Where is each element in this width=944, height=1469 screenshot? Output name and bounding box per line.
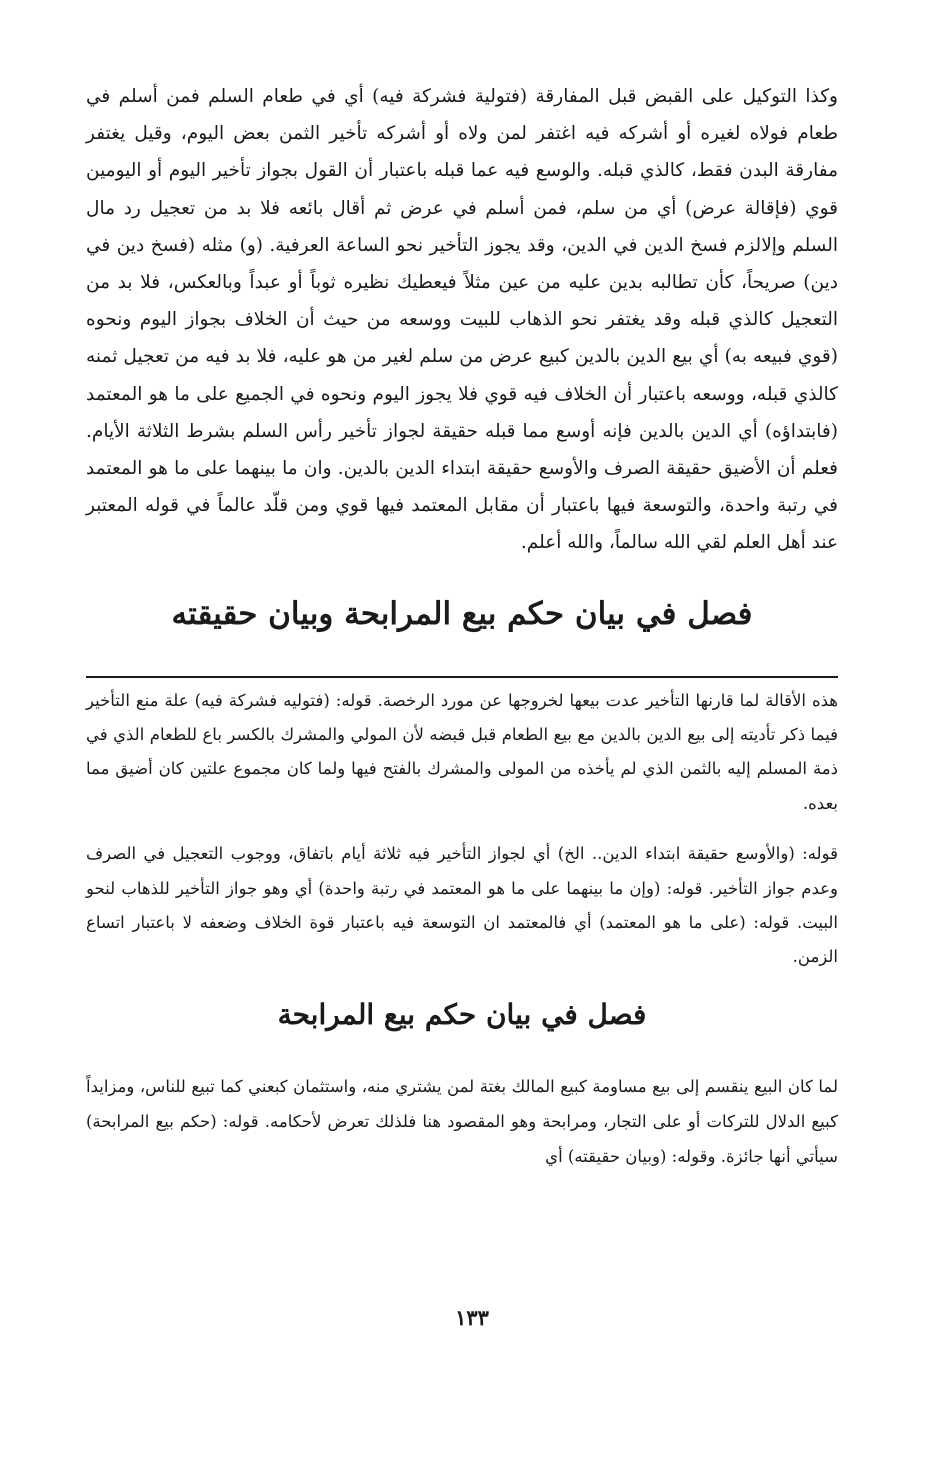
commentary-intro-paragraph: لما كان البيع ينقسم إلى بيع مساومة كبيع المالك بغتة لمن يشتري منه، واستثمان كبعني كما تبيع للناس، ومزايداً كبيع الدلال للتركات أو على التجار، ومرابحة وهو المقصود هنا فلذلك تعرض لأحكامه. قوله: (حكم بيع المرابحة) سيأتي أنها جائزة. وقوله: (وبيان حقيقته) أي <box>86 1076 838 1166</box>
main-text-paragraph: وكذا التوكيل على القبض قبل المفارقة (فتولية فشركة فيه) أي في طعام السلم فمن أسلم في طعام فولاه لغيره أو أشركه فيه اغتفر لمن ولاه أو أشركه تأخير الثمن بعض اليوم، وقيل يغتفر مفارقة البدن فقط، كالذي قبله. والوسع فيه عما قبله باعتبار أن القول بجواز تأخير اليوم أو اليومين قوي (فإقالة عرض) أي من سلم، فمن أسلم في عرض ثم أقال بائعه فلا بد من تعجيل رد مال السلم وإلالزم فسخ الدين في الدين، وقد يجوز التأخير نحو الساعة العرفية. (و) مثله (فسخ دين في دين) صريحاً، كأن تطالبه بدين عليه من عين مثلاً فيعطيك نظيره ثوباً أو عبداً وبالعكس، فلا بد من التعجيل كالذي قبله وقد يغتفر نحو الذهاب للبيت ووسعه من حيث أن الخلاف بجواز اليوم ونحوه (قوي فبيعه به) أي بيع الدين بالدين كبيع عرض من سلم لغير من هو عليه، فلا بد فيه من تعجيل ثمنه كالذي قبله، ووسعه باعتبار أن الخلاف فيه قوي فلا يجوز اليوم ونحوه في الجميع على ما هو المعتمد (فابتداؤه) أي الدين بالدين فإنه أوسع مما قبله حقيقة لجواز تأخير رأس السلم بشرط الثلاثة الأيام. فعلم أن الأضيق حقيقة الصرف والأوسع حقيقة ابتداء الدين بالدين. وان ما بينهما على ما هو المعتمد في رتبة واحدة، والتوسعة فيها باعتبار أن مقابل المعتمد فيها قوي ومن قلّد عالماً في قوله المعتبر عند أهل العلم لقي الله سالماً، والله أعلم. <box>86 86 838 554</box>
footnote-paragraph-1: هذه الأقالة لما قارنها التأخير عدت بيعها لخروجها عن مورد الرخصة. قوله: (فتوليه فشركة فيه) علة منع التأخير فيما ذكر تأديته إلى بيع الدين بالدين مع بيع الطعام قبل قبضه لأن المولي والمشرك بالكسر باع للطعام الذي في ذمة المسلم إليه بالثمن الذي لم يأخذه من المولى والمشرك بالفتح فيها ولما كان مجموع علتين كان أضيق مما بعده. <box>86 690 838 813</box>
page-body <box>86 78 838 1174</box>
section-title-murabaha: فصل في بيان حكم بيع المرابحة <box>277 997 647 1031</box>
footnote-paragraph-2: قوله: (والأوسع حقيقة ابتداء الدين.. الخ) أي لجواز التأخير فيه ثلاثة أيام باتفاق، ووجوب التعجيل في الصرف وعدم جواز التأخير. قوله: (وإن ما بينهما على ما هو المعتمد في رتبة واحدة) أي وهو جواز التأخير للذهاب لنحو البيت. قوله: (على ما هو المعتمد) أي فالمعتمد ان التوسعة فيه باعتبار قوة الخلاف وضعفه لا باعتبار اتساع الزمن. <box>86 844 838 967</box>
footnote-divider <box>86 676 838 678</box>
page-number: ١٣٣ <box>455 1305 489 1330</box>
section-title-murabaha-and-reality: فصل في بيان حكم بيع المرابحة وبيان حقيقته <box>171 595 753 632</box>
